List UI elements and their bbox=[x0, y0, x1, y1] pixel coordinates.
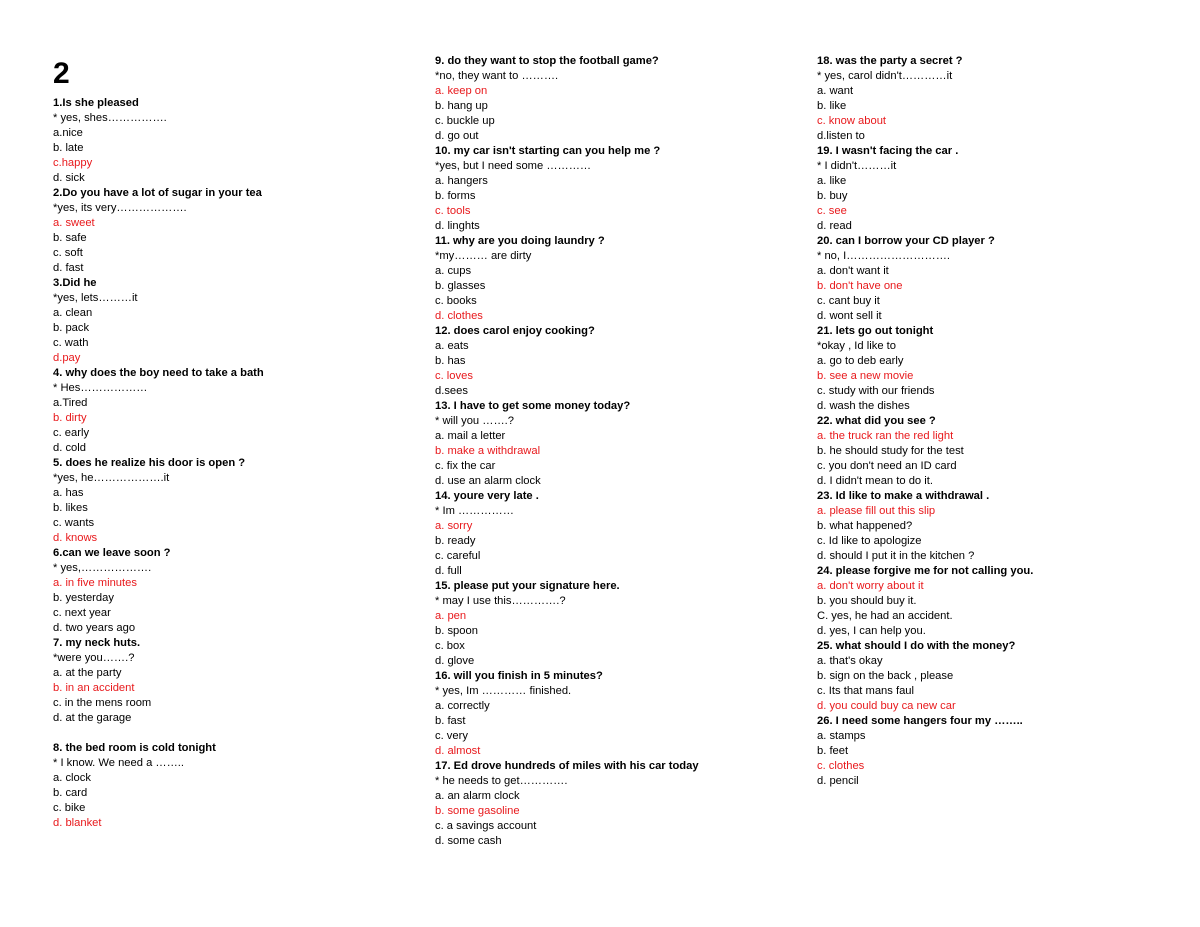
answer-option: a. like bbox=[817, 175, 847, 187]
question-block bbox=[435, 144, 795, 234]
question-block bbox=[435, 399, 795, 489]
question-block bbox=[53, 366, 413, 456]
answer-option: b. he should study for the test bbox=[817, 445, 964, 457]
answer-option: d. pencil bbox=[817, 775, 859, 787]
answer-option: b. spoon bbox=[435, 625, 478, 637]
answer-option: d. cold bbox=[53, 442, 86, 454]
correct-option: d. almost bbox=[435, 745, 481, 757]
question-block bbox=[53, 741, 413, 831]
question-text: 22. what did you see ? bbox=[817, 415, 936, 427]
answer-option: b. safe bbox=[53, 232, 87, 244]
question-text: 23. Id like to make a withdrawal . bbox=[817, 490, 990, 502]
answer-option: d. wash the dishes bbox=[817, 400, 910, 412]
answer-option: d. yes, I can help you. bbox=[817, 625, 926, 637]
answer-option: b. like bbox=[817, 100, 847, 112]
answer-option: c. books bbox=[435, 295, 477, 307]
answer-option: d. two years ago bbox=[53, 622, 136, 634]
question-block bbox=[817, 639, 1177, 714]
question-block bbox=[53, 186, 413, 276]
correct-option: d. clothes bbox=[435, 310, 483, 322]
answer-prompt: *my……… are dirty bbox=[435, 250, 532, 262]
answer-option: a. hangers bbox=[435, 175, 488, 187]
answer-prompt: * yes, carol didn't…………it bbox=[817, 70, 953, 82]
correct-option: c. know about bbox=[817, 115, 887, 127]
answer-option: c. early bbox=[53, 427, 90, 439]
question-block bbox=[435, 324, 795, 399]
question-text: 10. my car isn't starting can you help me ? bbox=[435, 145, 661, 157]
correct-option: a. the truck ran the red light bbox=[817, 430, 954, 442]
answer-option: d. glove bbox=[435, 655, 475, 667]
correct-option: c.happy bbox=[53, 157, 93, 169]
correct-option: d.pay bbox=[53, 352, 81, 364]
correct-option: b. some gasoline bbox=[435, 805, 520, 817]
question-text: 9. do they want to stop the football game? bbox=[435, 55, 659, 67]
question-text: 11. why are you doing laundry ? bbox=[435, 235, 605, 247]
question-text: 21. lets go out tonight bbox=[817, 325, 934, 337]
answer-option: b. forms bbox=[435, 190, 476, 202]
question-text: 20. can I borrow your CD player ? bbox=[817, 235, 995, 247]
question-text: 12. does carol enjoy cooking? bbox=[435, 325, 595, 337]
answer-option: c. you don't need an ID card bbox=[817, 460, 957, 472]
answer-prompt: * I didn't………it bbox=[817, 160, 897, 172]
answer-option: a. cups bbox=[435, 265, 472, 277]
correct-option: a. keep on bbox=[435, 85, 488, 97]
correct-option: c. tools bbox=[435, 205, 471, 217]
answer-option: C. yes, he had an accident. bbox=[817, 610, 953, 622]
answer-prompt: * yes, Im ………… finished. bbox=[435, 685, 572, 697]
question-text: 13. I have to get some money today? bbox=[435, 400, 631, 412]
correct-option: c. see bbox=[817, 205, 847, 217]
answer-option: a. want bbox=[817, 85, 854, 97]
answer-option: a. mail a letter bbox=[435, 430, 506, 442]
answer-option: b. yesterday bbox=[53, 592, 114, 604]
answer-option: b. likes bbox=[53, 502, 88, 514]
answer-option: d. at the garage bbox=[53, 712, 132, 724]
correct-option: b. don't have one bbox=[817, 280, 903, 292]
answer-option: d.listen to bbox=[817, 130, 865, 142]
question-block bbox=[53, 456, 413, 546]
answer-option: b. has bbox=[435, 355, 466, 367]
question-text: 8. the bed room is cold tonight bbox=[53, 742, 216, 754]
question-block bbox=[435, 234, 795, 324]
answer-option: d.sees bbox=[435, 385, 468, 397]
answer-prompt: *no, they want to ………. bbox=[435, 70, 559, 82]
question-text: 15. please put your signature here. bbox=[435, 580, 620, 592]
answer-prompt: *were you…….? bbox=[53, 652, 135, 664]
answer-option: d. I didn't mean to do it. bbox=[817, 475, 933, 487]
answer-option: d. read bbox=[817, 220, 852, 232]
answer-option: c. bike bbox=[53, 802, 86, 814]
answer-option: b. what happened? bbox=[817, 520, 913, 532]
answer-option: b. sign on the back , please bbox=[817, 670, 954, 682]
spacer bbox=[53, 726, 413, 741]
question-column-2 bbox=[435, 54, 795, 849]
answer-prompt: *yes, lets………it bbox=[53, 292, 138, 304]
answer-option: c. box bbox=[435, 640, 465, 652]
answer-option: b. card bbox=[53, 787, 88, 799]
correct-option: b. dirty bbox=[53, 412, 87, 424]
answer-option: c. next year bbox=[53, 607, 111, 619]
question-text: 24. please forgive me for not calling you. bbox=[817, 565, 1034, 577]
answer-option: b. glasses bbox=[435, 280, 486, 292]
answer-prompt: * Hes……………… bbox=[53, 382, 148, 394]
question-block bbox=[817, 54, 1177, 144]
correct-option: b. make a withdrawal bbox=[435, 445, 541, 457]
answer-option: c. soft bbox=[53, 247, 83, 259]
question-block bbox=[53, 546, 413, 636]
question-block bbox=[53, 636, 413, 726]
answer-option: c. fix the car bbox=[435, 460, 496, 472]
answer-option: b. hang up bbox=[435, 100, 488, 112]
question-block bbox=[817, 489, 1177, 564]
answer-option: d. wont sell it bbox=[817, 310, 882, 322]
answer-option: c. study with our friends bbox=[817, 385, 935, 397]
question-block bbox=[817, 324, 1177, 414]
answer-option: c. cant buy it bbox=[817, 295, 880, 307]
answer-option: b. pack bbox=[53, 322, 90, 334]
correct-option: a. don't worry about it bbox=[817, 580, 924, 592]
answer-option: c. in the mens room bbox=[53, 697, 152, 709]
answer-option: b. buy bbox=[817, 190, 848, 202]
answer-option: a. correctly bbox=[435, 700, 490, 712]
correct-option: d. you could buy ca new car bbox=[817, 700, 956, 712]
answer-option: c. Id like to apologize bbox=[817, 535, 922, 547]
question-text: 16. will you finish in 5 minutes? bbox=[435, 670, 603, 682]
question-block bbox=[817, 714, 1177, 789]
answer-option: d. fast bbox=[53, 262, 84, 274]
answer-prompt: *yes, he……………….it bbox=[53, 472, 170, 484]
answer-option: c. very bbox=[435, 730, 468, 742]
question-column-3 bbox=[817, 54, 1177, 789]
answer-option: d. some cash bbox=[435, 835, 502, 847]
answer-option: a.Tired bbox=[53, 397, 88, 409]
answer-option: b. late bbox=[53, 142, 84, 154]
correct-option: a. in five minutes bbox=[53, 577, 137, 589]
correct-option: c. clothes bbox=[817, 760, 865, 772]
answer-prompt: *okay , Id like to bbox=[817, 340, 896, 352]
question-text: 14. youre very late . bbox=[435, 490, 539, 502]
answer-option: d. use an alarm clock bbox=[435, 475, 541, 487]
question-text: 18. was the party a secret ? bbox=[817, 55, 963, 67]
answer-option: a. at the party bbox=[53, 667, 122, 679]
answer-option: a. an alarm clock bbox=[435, 790, 520, 802]
answer-option: a. clean bbox=[53, 307, 93, 319]
answer-option: d. go out bbox=[435, 130, 479, 142]
page-number: 2 bbox=[53, 57, 70, 90]
correct-option: b. in an accident bbox=[53, 682, 135, 694]
question-block bbox=[435, 579, 795, 669]
question-block bbox=[435, 759, 795, 849]
question-text: 19. I wasn't facing the car . bbox=[817, 145, 959, 157]
question-text: 5. does he realize his door is open ? bbox=[53, 457, 246, 469]
question-block bbox=[817, 144, 1177, 234]
answer-prompt: * I know. We need a …….. bbox=[53, 757, 184, 769]
answer-option: c. careful bbox=[435, 550, 481, 562]
answer-prompt: *yes, its very………………. bbox=[53, 202, 187, 214]
answer-option: c. buckle up bbox=[435, 115, 495, 127]
answer-option: d. full bbox=[435, 565, 462, 577]
correct-option: a. sorry bbox=[435, 520, 473, 532]
answer-prompt: * he needs to get…………. bbox=[435, 775, 568, 787]
question-column-1 bbox=[53, 96, 413, 831]
question-block bbox=[435, 669, 795, 759]
correct-option: c. loves bbox=[435, 370, 473, 382]
question-block bbox=[817, 564, 1177, 639]
question-text: 6.can we leave soon ? bbox=[53, 547, 171, 559]
answer-option: b. ready bbox=[435, 535, 476, 547]
answer-option: c. Its that mans faul bbox=[817, 685, 915, 697]
question-text: 2.Do you have a lot of sugar in your tea bbox=[53, 187, 262, 199]
question-block bbox=[817, 234, 1177, 324]
answer-option: a. don't want it bbox=[817, 265, 889, 277]
question-block bbox=[435, 54, 795, 144]
question-block bbox=[53, 276, 413, 366]
answer-option: c. wants bbox=[53, 517, 95, 529]
answer-prompt: * yes,………………. bbox=[53, 562, 152, 574]
answer-prompt: * yes, shes……………. bbox=[53, 112, 167, 124]
question-text: 25. what should I do with the money? bbox=[817, 640, 1016, 652]
correct-option: b. see a new movie bbox=[817, 370, 914, 382]
answer-option: d. should I put it in the kitchen ? bbox=[817, 550, 975, 562]
question-text: 17. Ed drove hundreds of miles with his car today bbox=[435, 760, 699, 772]
correct-option: a. sweet bbox=[53, 217, 95, 229]
answer-option: c. wath bbox=[53, 337, 89, 349]
answer-option: a. has bbox=[53, 487, 84, 499]
question-block bbox=[435, 489, 795, 579]
question-text: 3.Did he bbox=[53, 277, 97, 289]
correct-option: d. blanket bbox=[53, 817, 102, 829]
question-text: 1.Is she pleased bbox=[53, 97, 139, 109]
question-text: 26. I need some hangers four my …….. bbox=[817, 715, 1023, 727]
correct-option: a. please fill out this slip bbox=[817, 505, 936, 517]
answer-prompt: * will you …….? bbox=[435, 415, 514, 427]
answer-option: b. you should buy it. bbox=[817, 595, 917, 607]
answer-option: c. a savings account bbox=[435, 820, 537, 832]
answer-option: d. linghts bbox=[435, 220, 480, 232]
answer-option: a. eats bbox=[435, 340, 469, 352]
correct-option: d. knows bbox=[53, 532, 98, 544]
question-block bbox=[817, 414, 1177, 489]
answer-prompt: *yes, but I need some ………… bbox=[435, 160, 592, 172]
question-block bbox=[53, 96, 413, 186]
correct-option: a. pen bbox=[435, 610, 467, 622]
answer-option: a. stamps bbox=[817, 730, 866, 742]
answer-prompt: * Im …………… bbox=[435, 505, 514, 517]
answer-option: a. that's okay bbox=[817, 655, 883, 667]
answer-option: b. fast bbox=[435, 715, 466, 727]
answer-option: a.nice bbox=[53, 127, 83, 139]
answer-prompt: * may I use this………….? bbox=[435, 595, 566, 607]
question-text: 7. my neck huts. bbox=[53, 637, 141, 649]
answer-option: a. go to deb early bbox=[817, 355, 904, 367]
question-text: 4. why does the boy need to take a bath bbox=[53, 367, 264, 379]
answer-option: a. clock bbox=[53, 772, 91, 784]
answer-option: d. sick bbox=[53, 172, 85, 184]
answer-option: b. feet bbox=[817, 745, 849, 757]
answer-prompt: * no, I………………………. bbox=[817, 250, 951, 262]
